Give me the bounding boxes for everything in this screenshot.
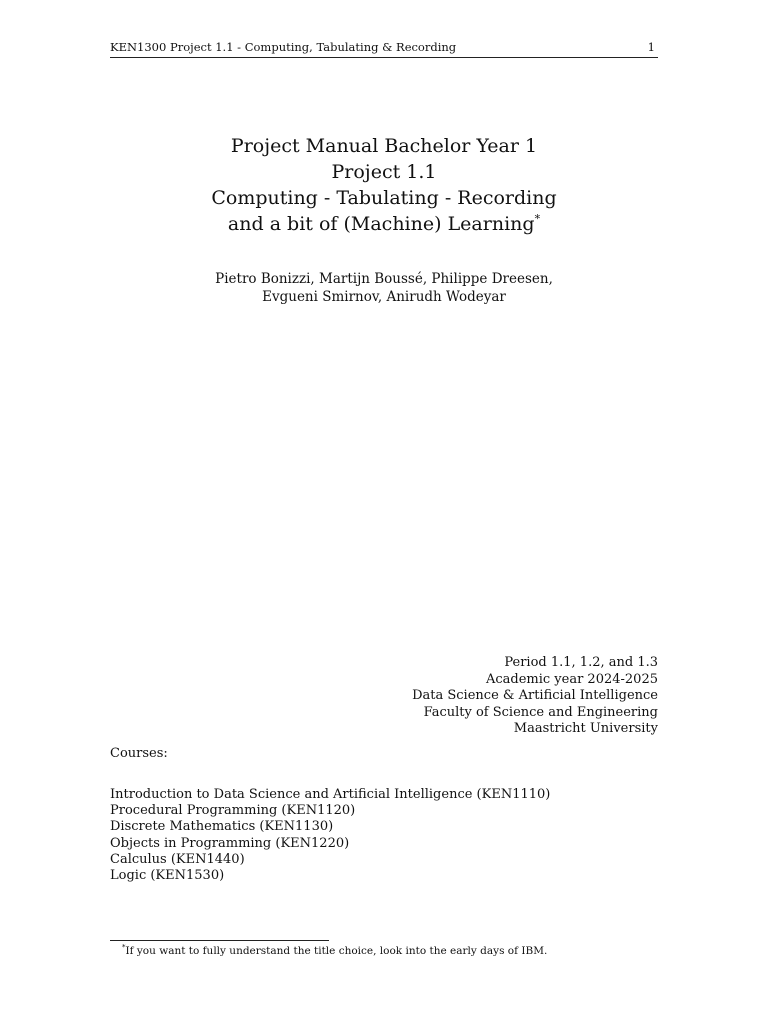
courses-list	[110, 787, 550, 884]
title-line-4-text: and a bit of (Machine) Learning	[227, 213, 535, 235]
title-footnote-marker[interactable]: *	[534, 212, 541, 226]
title-line-2: Project 1.1	[331, 161, 437, 183]
course-item: Logic (KEN1530)	[110, 868, 225, 884]
footnote-marker: *	[122, 943, 126, 952]
running-header-title: KEN1300 Project 1.1 - Computing, Tabulating & Recording	[110, 40, 457, 54]
affiliation-faculty: Faculty of Science and Engineering	[423, 704, 658, 720]
course-item: Discrete Mathematics (KEN1130)	[110, 819, 334, 835]
courses-label: Courses:	[110, 746, 168, 761]
title-line-4	[110, 211, 658, 237]
authors-line-2: Evgueni Smirnov, Anirudh Wodeyar	[262, 289, 506, 305]
authors-line-1: Pietro Bonizzi, Martijn Boussé, Philippe Dreesen,	[215, 271, 553, 287]
affiliation-academic-year: Academic year 2024-2025	[485, 671, 658, 687]
course-item: Procedural Programming (KEN1120)	[110, 803, 356, 819]
page-number: 1	[647, 40, 655, 54]
affiliation-program: Data Science & Artificial Intelligence	[412, 688, 658, 703]
course-item: Objects in Programming (KEN1220)	[110, 835, 350, 851]
title-line-3: Computing - Tabulating - Recording	[211, 187, 557, 209]
author-list	[110, 270, 658, 306]
course-item: Introduction to Data Science and Artificial Intelligence (KEN1110)	[110, 787, 551, 802]
footnote-divider	[110, 940, 329, 941]
affiliation-period: Period 1.1, 1.2, and 1.3	[504, 655, 658, 670]
title-line-1: Project Manual Bachelor Year 1	[230, 135, 538, 157]
affiliation-university: Maastricht University	[513, 721, 658, 736]
footnote-text: If you want to fully understand the title choice, look into the early days of IBM.	[125, 945, 548, 957]
footnote	[122, 945, 547, 958]
course-item: Calculus (KEN1440)	[110, 851, 245, 867]
running-header	[110, 40, 658, 58]
document-title	[110, 133, 658, 237]
affiliation-block	[412, 655, 658, 738]
